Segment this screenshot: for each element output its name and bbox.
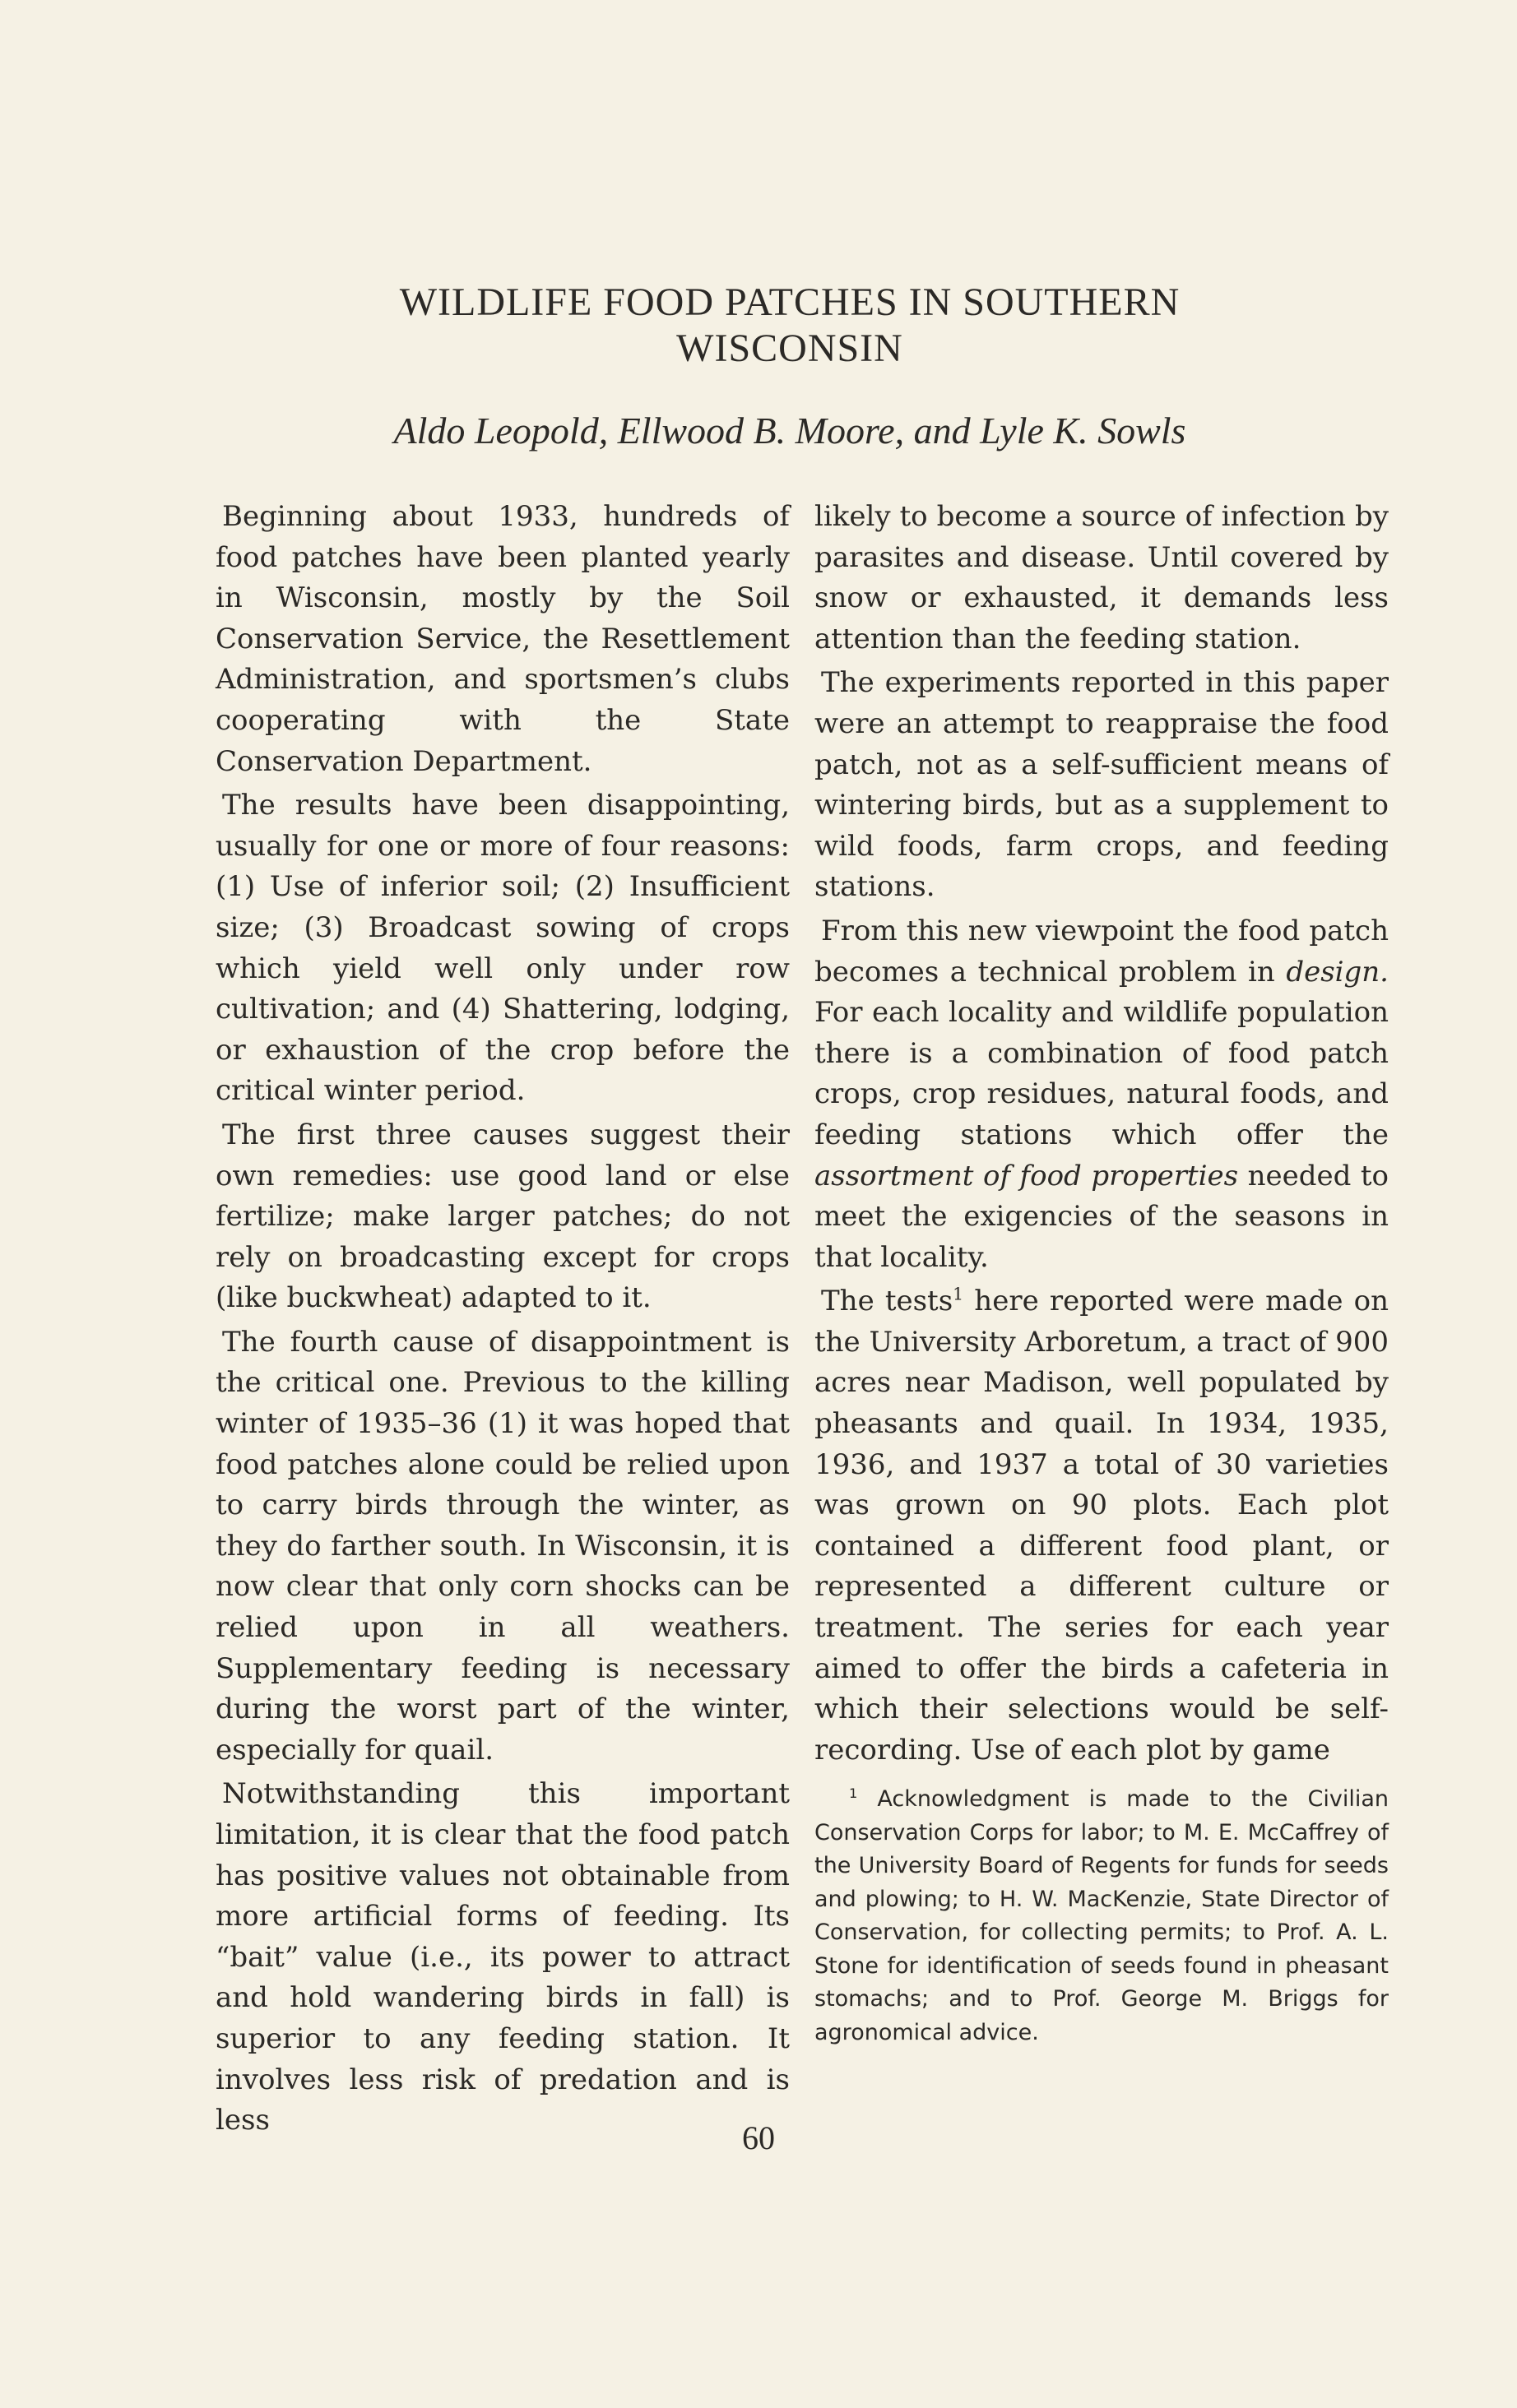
paragraph — [814, 1281, 1389, 1771]
text-run: The tests — [821, 1285, 953, 1318]
paragraph: Beginning about 1933, hundreds of food patches have been planted yearly in Wisconsin, mostly by the Soil Conservation Service, the Resettlement Administration, and sportsmen’s clubs cooperating with the State Conservation Department. — [216, 500, 790, 778]
paragraph: The results have been disappointing, usually for one or more of four reasons: (1) Use of inferior soil; (2) Insufficient size; (3) Broadcast sowing of crops which yield well only under row cultivation; and (4) Shattering, lodging, or exhaustion of the crop before the critical winter period. — [216, 789, 790, 1108]
paragraph: The first three causes suggest their own remedies: use good land or else fertilize; make larger patches; do not rely on broadcasting except for crops (like buckwheat) adapted to it. — [216, 1118, 790, 1315]
footnote-text: Acknowledgment is made to the Civilian Conservation Corps for labor; to M. E. McCaffrey of the University Board of Regents for funds for seeds and plowing; to H. W. MacKenzie, State Director of Conservation, for collecting permits; to Prof. A. L. Stone for identification of seeds found in pheasant stomachs; and to Prof. George M. Briggs for agronomical advice. — [814, 1786, 1389, 2045]
footnote-marker: 1 — [849, 1785, 858, 1801]
page-number: 60 — [742, 2119, 775, 2156]
title-line-2: WISCONSIN — [676, 326, 903, 370]
paragraph: The fourth cause of disappointment is the critical one. Previous to the killing winter of 1935–36 (1) it was hoped that food patches alone could be relied upon to carry birds through the winter, as they do farther south. In Wisconsin, it is now clear that only corn shocks can be relied upon in all weathers. Supplementary feeding is necessary during the worst part of the winter, especially for quail. — [216, 1325, 790, 1767]
text-run: here reported were made on the University Arboretum, a tract of 900 acres near Madison, well populated by pheasants and quail. In 1934, 1935, 1936, and 1937 a total of 30 varieties was grown on 90 plots. Each plot contained a different food plant, or represented a different culture or treatment. The series for each year aimed to offer the birds a cafeteria in which their selections would be self-recording. Use of each plot by game — [814, 1285, 1389, 1767]
paragraph: likely to become a source of infection by parasites and disease. Until covered by snow or exhausted, it demands less attention than the feeding station. — [814, 500, 1389, 655]
emphasis-text: design. — [1286, 955, 1389, 989]
emphasis-text: assortment of food properties — [814, 1159, 1239, 1192]
text-run: needed to meet the exigencies of the seasons in that locality. — [814, 1159, 1389, 1274]
paragraph: The experiments reported in this paper were an attempt to reappraise the food patch, not as a self-sufficient means of wintering birds, but as a supplement to wild foods, farm crops, and feeding stations. — [814, 666, 1389, 904]
title-line-1: WILDLIFE FOOD PATCHES IN SOUTHERN — [399, 280, 1181, 324]
footnote-reference: 1 — [953, 1284, 964, 1304]
paragraph: Notwithstanding this important limitation, it is clear that the food patch has positive values not obtainable from more artificial forms of feeding. Its “bait” value (i.e., its power to attract and hold wandering birds in fall) is superior to any feeding station. It involves less risk of predation and is less — [216, 1777, 790, 2137]
text-run: For each locality and wildlife population there is a combination of food patch crops, crop residues, natural foods, and feeding stations which offer the — [814, 996, 1389, 1151]
article-title — [214, 280, 1366, 372]
text-run: From this new viewpoint the food patch becomes a technical problem in — [814, 914, 1389, 989]
footnote — [814, 1783, 1389, 2049]
left-column — [216, 497, 790, 2145]
paragraph — [814, 911, 1389, 1278]
author-line: Aldo Leopold, Ellwood B. Moore, and Lyle K. Sowls — [393, 410, 1186, 452]
right-column — [814, 497, 1389, 1774]
